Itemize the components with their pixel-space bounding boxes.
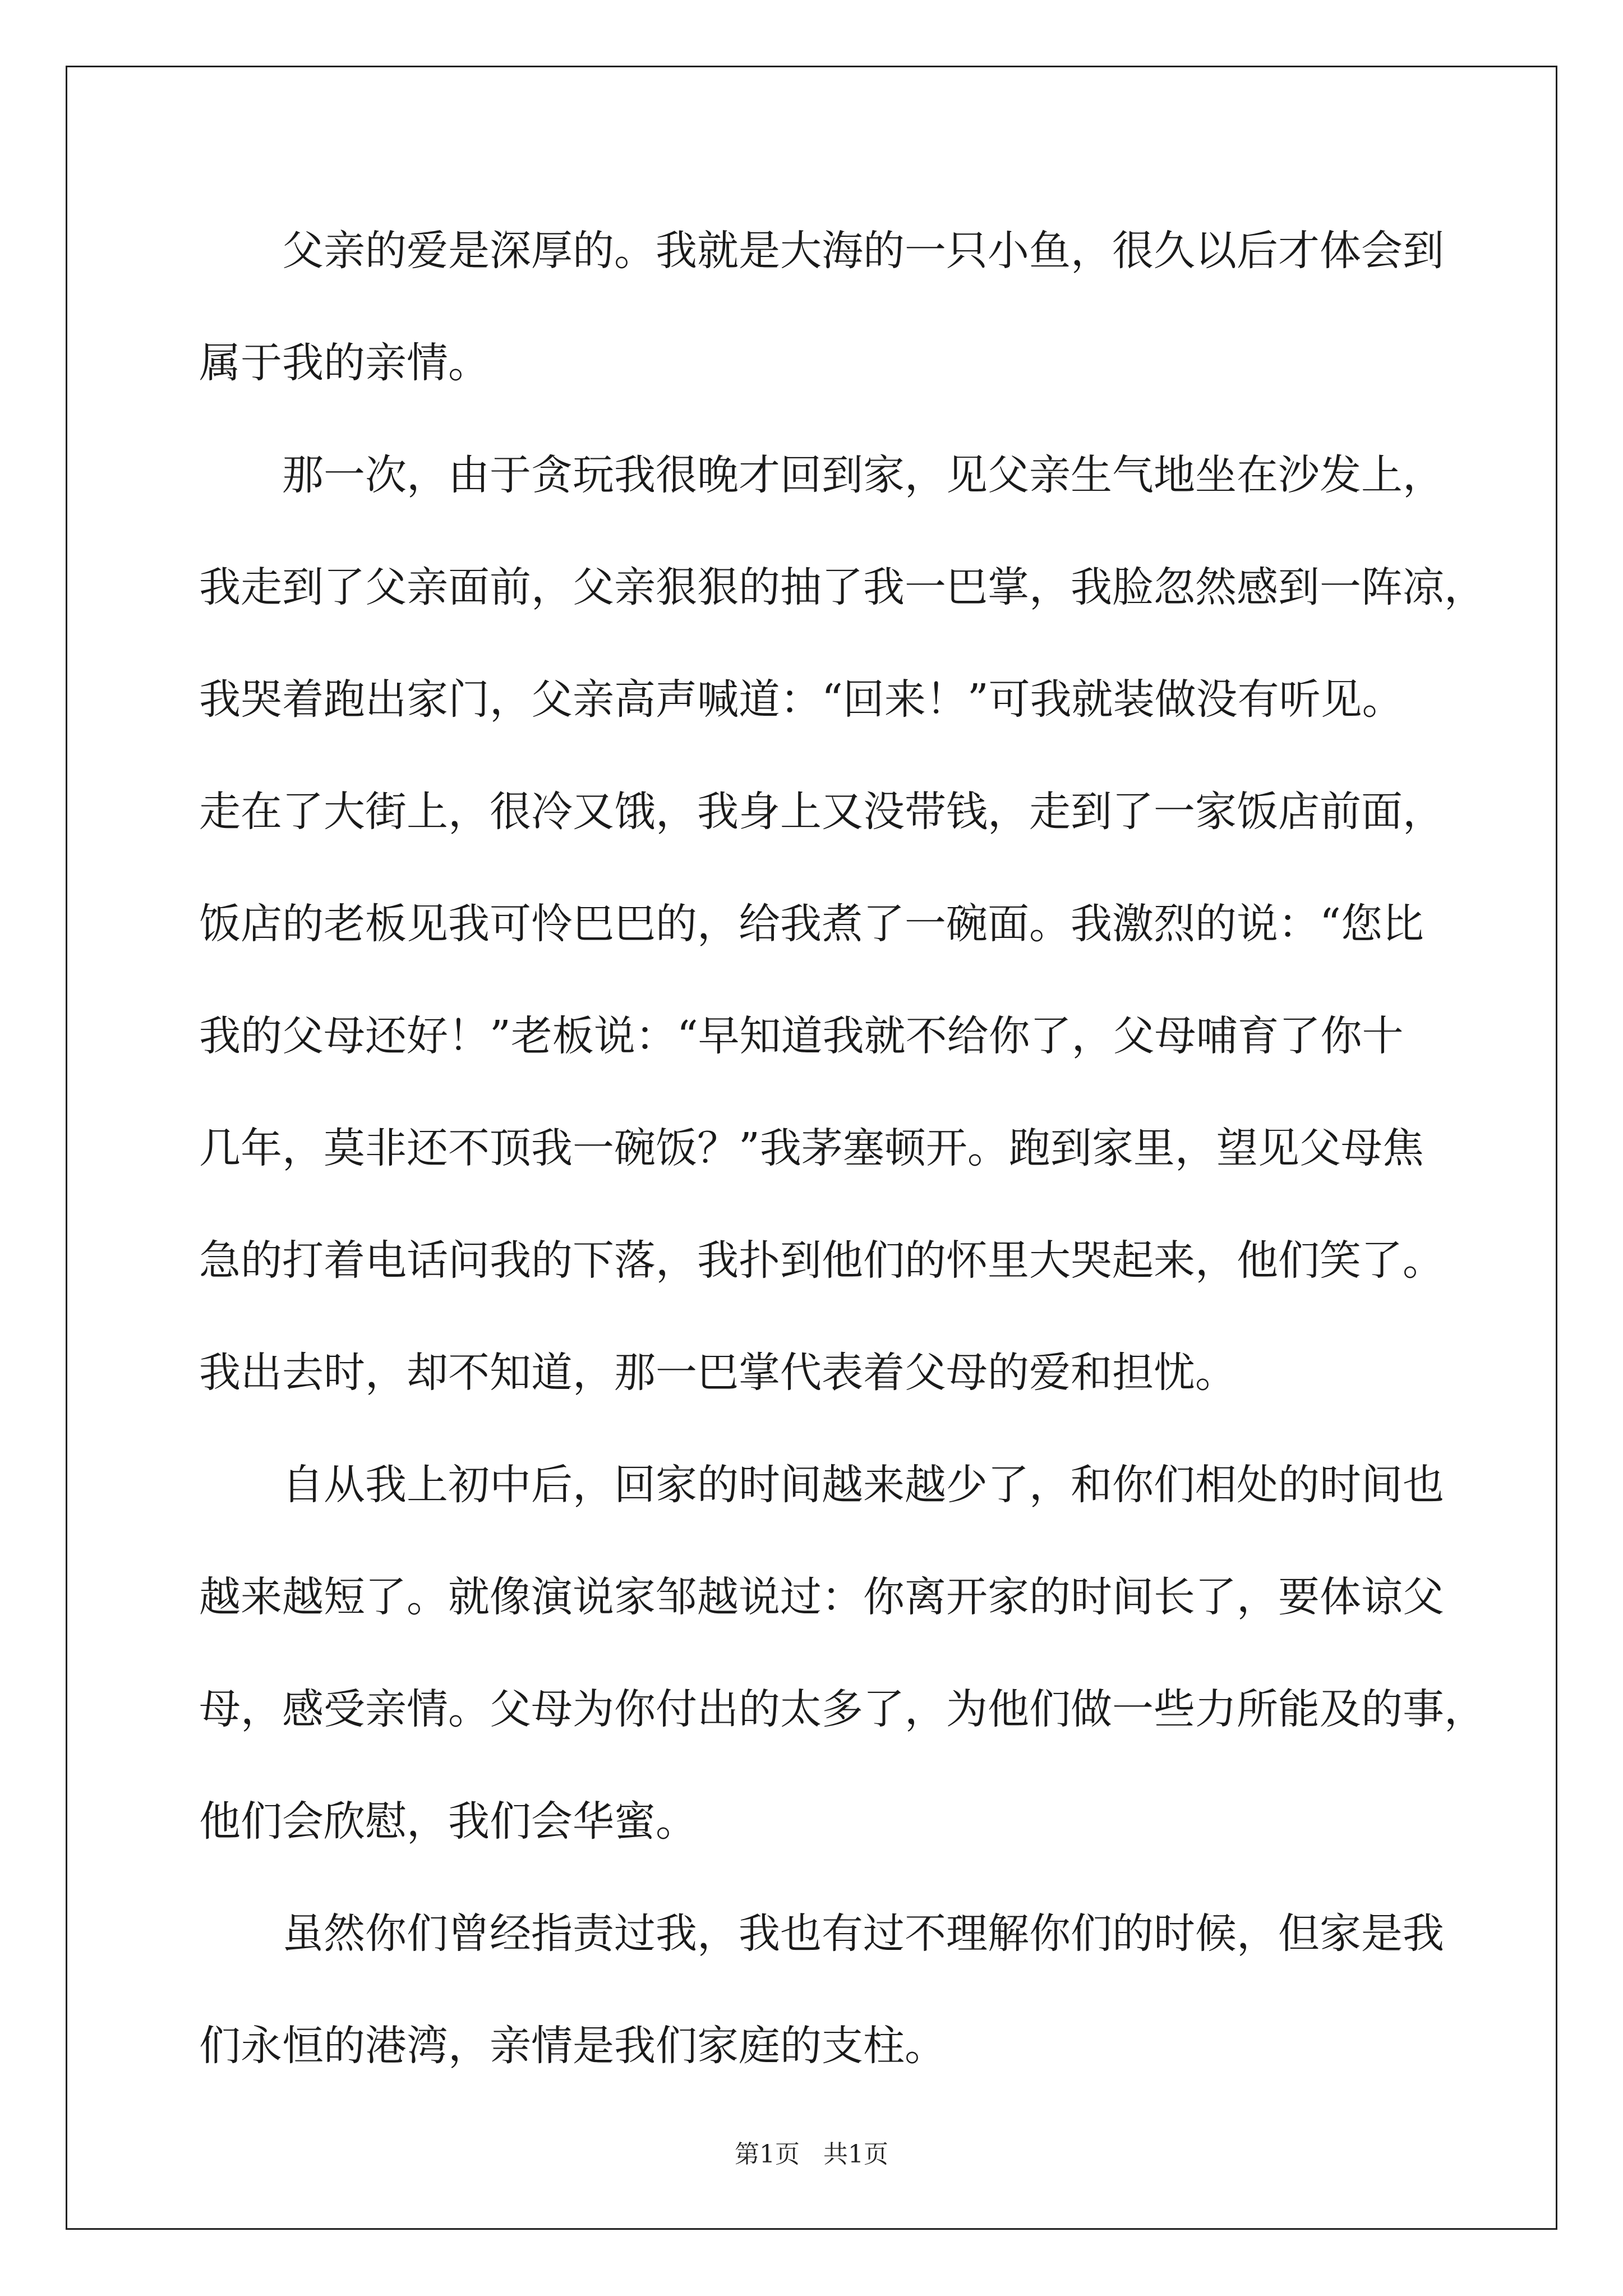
text-line: 急的打着电话问我的下落，我扑到他们的怀里大哭起来，他们笑了。: [199, 1236, 1444, 1285]
page-footer: 第1页 共1页: [735, 2140, 888, 2169]
text-line: 我出去时，却不知道，那一巴掌代表着父母的爱和担忧。: [199, 1349, 1237, 1397]
text-line: 虽然你们曾经指责过我，我也有过不理解你们的时候，但家是我: [282, 1910, 1444, 1958]
text-line: 饭店的老板见我可怜巴巴的，给我煮了一碗面。我激烈的说：“您比: [199, 900, 1424, 948]
text-line: 我的父母还好！”老板说：“早知道我就不给你了，父母哺育了你十: [199, 1012, 1404, 1060]
text-line: 我哭着跑出家门，父亲高声喊道：“回来！”可我就装做没有听见。: [199, 675, 1404, 724]
text-line: 越来越短了。就像演说家邹越说过：你离开家的时间长了，要体谅父: [199, 1573, 1444, 1621]
text-line: 走在了大街上，很冷又饿，我身上又没带钱，走到了一家饭店前面，: [199, 788, 1444, 836]
document-body: [199, 217, 1486, 2124]
text-line: 几年，莫非还不顶我一碗饭？”我茅塞顿开。跑到家里，望见父母焦: [199, 1124, 1424, 1172]
text-line: 自从我上初中后，回家的时间越来越少了，和你们相处的时间也: [282, 1461, 1444, 1509]
text-line: 他们会欣慰，我们会华蜜。: [199, 1797, 697, 1846]
text-line: 那一次，由于贪玩我很晚才回到家，见父亲生气地坐在沙发上，: [282, 451, 1444, 499]
text-line: 属于我的亲情。: [199, 339, 490, 387]
text-line: 们永恒的港湾，亲情是我们家庭的支柱。: [199, 2022, 946, 2070]
text-line: 母，感受亲情。父母为你付出的太多了，为他们做一些力所能及的事，: [199, 1685, 1486, 1733]
text-line: 父亲的爱是深厚的。我就是大海的一只小鱼，很久以后才体会到: [282, 227, 1444, 275]
text-line: 我走到了父亲面前，父亲狠狠的抽了我一巴掌，我脸忽然感到一阵凉，: [199, 563, 1486, 611]
